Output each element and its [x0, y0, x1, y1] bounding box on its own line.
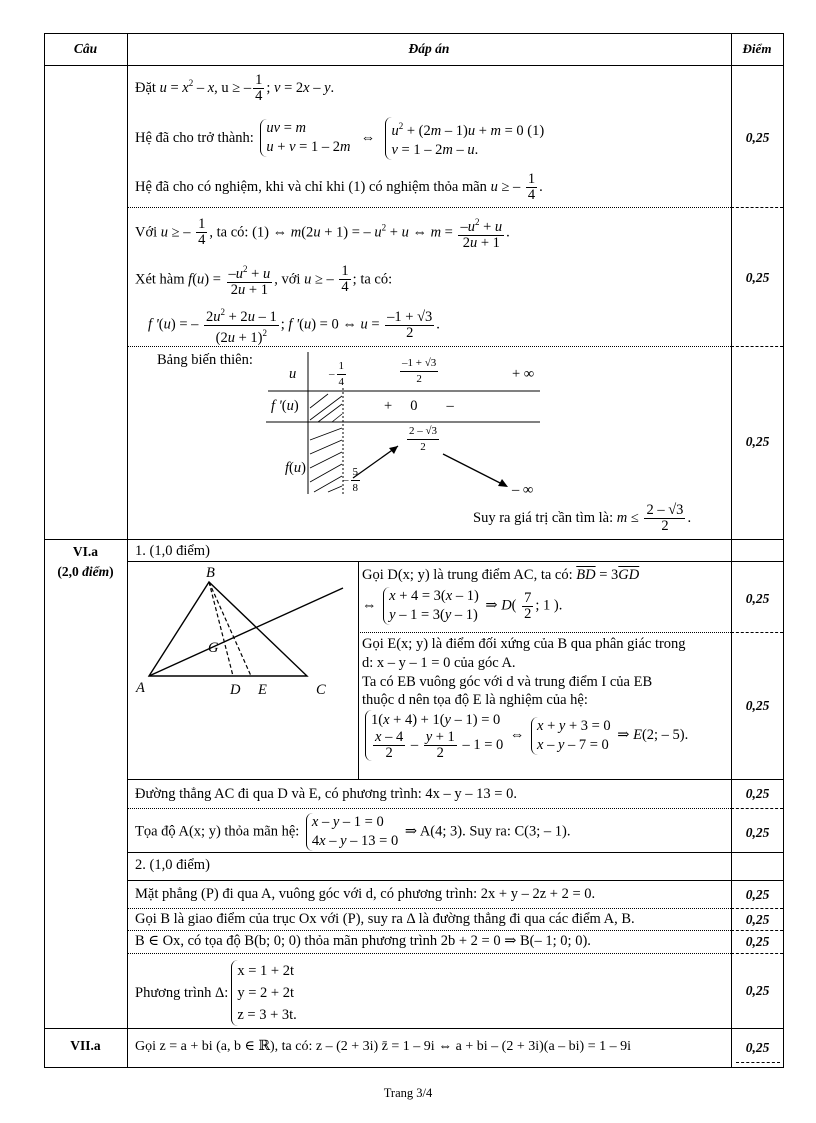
- complex-equation: Gọi z = a + bi (a, b ∈ ℝ), ta có: z – (2 + 3i) z̄ = 1 – 9i ⇔ a + bi – (2 + 3i)(a – bi) = 1 – 9i: [135, 1039, 631, 1054]
- divider: [358, 632, 731, 633]
- var-label-f: f(u): [285, 460, 306, 476]
- question-points-via: (2,0 điểm): [57, 564, 114, 579]
- var-neg-infinity: – ∞: [512, 482, 534, 498]
- divider: [127, 930, 731, 931]
- divider: [127, 346, 731, 347]
- delta-equation: Phương trình Δ: x = 1 + 2t y = 2 + 2t z = 3 + 3t.: [135, 960, 300, 1026]
- point-label-d: D: [230, 682, 241, 698]
- triangle-figure: [140, 575, 355, 690]
- plane-equation: Mặt phẳng (P) đi qua A, vuông góc với d, có phương trình: 2x + y – 2z + 2 = 0.: [135, 886, 596, 902]
- var-sign-row: + 0 –: [384, 398, 454, 414]
- reflection-text-4: thuộc d nên tọa độ E là nghiệm của hệ:: [362, 692, 588, 708]
- divider: [127, 953, 731, 954]
- table-top-border: [44, 33, 783, 34]
- var-max-value: $\frac{2 - √3}{2}$: [409, 425, 438, 453]
- midpoint-system: ⇔ x + 4 = 3(x – 1) y – 1 = 3(y – 1) ⇒ D( $\frac{7}{2}$ ; 1 ).: [362, 588, 563, 623]
- var-value-infinity: + ∞: [512, 366, 535, 382]
- var-min-value: – $\frac{5}{8}$: [343, 466, 358, 494]
- divider: [127, 852, 783, 853]
- header-score: Điểm: [742, 41, 772, 56]
- divider: [731, 207, 783, 208]
- score: 0,25: [745, 698, 770, 713]
- score: 0,25: [745, 591, 770, 606]
- header-bottom-border: [44, 65, 783, 66]
- score: 0,25: [745, 983, 770, 998]
- condition-line: Hệ đã cho có nghiệm, khi và chỉ khi (1) có nghiệm thỏa mãn u ≥ – $\frac{1}{4}$ .: [135, 171, 543, 203]
- question-label-viia: VII.a: [70, 1038, 101, 1053]
- header-answer: Đáp án: [408, 41, 450, 56]
- question-label-via: VI.a: [72, 544, 99, 559]
- divider: [736, 1062, 780, 1063]
- header-question: Câu: [73, 41, 98, 56]
- score: 0,25: [745, 934, 770, 949]
- derivative-line: f '(u) = – $\frac{2u^2 + 2u - 1}{(2u + 1)^2}$ ; f '(u) = 0 ⇔ u = $\frac{-1 + √3}{2}$ .: [148, 307, 440, 346]
- equation-line: Với u ≥ – $\frac{1}{4}$ , ta có: (1) ⇔ m(2u + 1) = – $u^2 + u$ ⇔ m = $\frac{-u^2 + u}{2u + 1}$ .: [135, 216, 510, 251]
- score: 0,25: [745, 825, 770, 840]
- score: 0,25: [745, 270, 770, 285]
- divider: [127, 880, 783, 881]
- table-title: Bảng biến thiên:: [157, 352, 253, 368]
- midpoint-text: Gọi D(x; y) là trung điểm AC, ta có: $\overline{BD} = 3\overline{GD}$: [362, 567, 640, 583]
- score: 0,25: [745, 1040, 770, 1055]
- system-line: Hệ đã cho trở thành: uv = m u + v = 1 – 2m ⇔ $u^2 + (2m - 1)u + m = 0$ (1) v = 1 – 2m – u.: [135, 117, 547, 160]
- divider: [731, 808, 783, 809]
- divider: [127, 561, 783, 562]
- page-number: Trang 3/4: [383, 1086, 433, 1100]
- line-ac-equation: Đường thẳng AC đi qua D và E, có phương trình: 4x – y – 13 = 0.: [135, 786, 517, 802]
- point-label-g: G: [208, 640, 219, 656]
- reflection-text-1: Gọi E(x; y) là điểm đối xứng của B qua phân giác trong: [362, 636, 686, 652]
- point-label-e: E: [258, 682, 267, 698]
- score: 0,25: [745, 786, 770, 801]
- table-bottom-border: [44, 1067, 783, 1068]
- divider: [127, 808, 731, 809]
- reflection-system: 1(x + 4) + 1(y – 1) = 0 $\frac{x - 4}{2}$ – $\frac{y + 1}{2}$ – 1 = 0 ⇔ x + y + 3 = 0 x – y – 7 = 0 ⇒ E(2; – 5).: [362, 710, 688, 761]
- point-b-coordinates: B ∈ Ox, có tọa độ B(b; 0; 0) thỏa mãn phương trình 2b + 2 = 0 ⇒ B(– 1; 0; 0).: [135, 933, 591, 949]
- var-label-u: u: [289, 366, 297, 382]
- divider: [731, 953, 783, 954]
- col-divider-1: [127, 33, 128, 1068]
- point-label-c: C: [316, 682, 326, 698]
- reflection-text-2: d: x – y – 1 = 0 của góc A.: [362, 655, 516, 671]
- score: 0,25: [745, 912, 770, 927]
- var-label-fprime: f '(u): [271, 398, 299, 414]
- row-divider-via: [44, 539, 783, 540]
- divider: [127, 779, 783, 780]
- var-value-root: $\frac{-1 + √3}{2}$: [402, 357, 437, 385]
- divider: [127, 207, 731, 208]
- point-a-system: Tọa độ A(x; y) thỏa mãn hệ: x – y – 1 = 0 4x – y – 13 = 0 ⇒ A(4; 3). Suy ra: C(3; – 1).: [135, 814, 571, 849]
- part1-label: 1. (1,0 điểm): [135, 543, 210, 559]
- score: 0,25: [745, 887, 770, 902]
- row-divider-viia: [44, 1028, 783, 1029]
- score: 0,25: [745, 434, 770, 449]
- point-label-b: B: [206, 565, 215, 581]
- reflection-text-3: Ta có EB vuông góc với d và trung điểm I của EB: [362, 674, 653, 690]
- divider: [731, 346, 783, 347]
- divider: [127, 908, 731, 909]
- divider: [358, 561, 359, 779]
- divider: [731, 930, 783, 931]
- point-label-a: A: [136, 680, 145, 696]
- function-line: Xét hàm f(u) = $\frac{-u^2 + u}{2u + 1}$ , với u ≥ – $\frac{1}{4}$ ; ta có:: [135, 263, 393, 298]
- divider: [731, 908, 783, 909]
- var-value-quarter: – $\frac{1}{4}$: [329, 360, 344, 388]
- divider: [731, 632, 783, 633]
- score: 0,25: [745, 130, 770, 145]
- part2-label: 2. (1,0 điểm): [135, 857, 210, 873]
- conclusion-line: Suy ra giá trị cần tìm là: m ≤ $\frac{2 - √3}{2}$ .: [473, 502, 692, 534]
- substitution-line: Đặt $u = x^2 - x$, u ≥ – $\frac{1}{4}$ ; v = 2x – y.: [135, 72, 335, 104]
- line-delta-definition: Gọi B là giao điểm của trục Ox với (P), suy ra Δ là đường thẳng đi qua các điểm A, B.: [135, 911, 635, 927]
